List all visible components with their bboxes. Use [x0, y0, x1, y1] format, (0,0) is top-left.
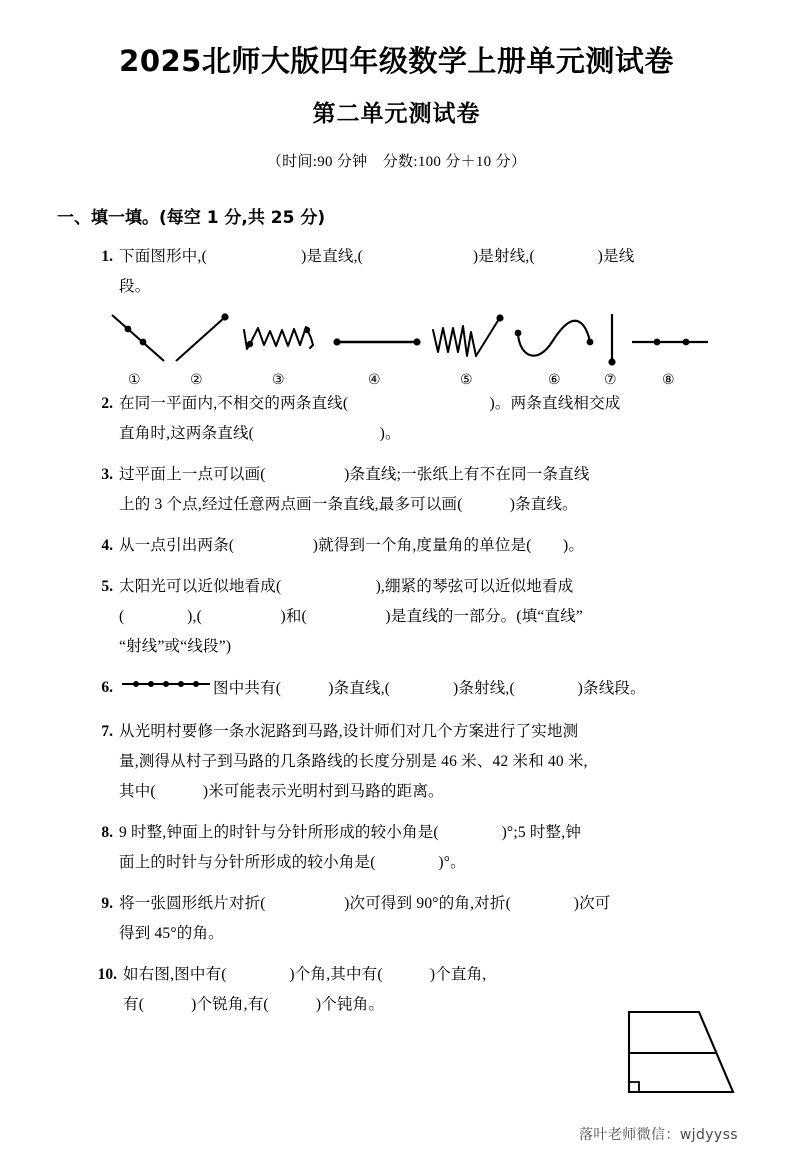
question-number: 2.	[101, 394, 113, 412]
figure-label-4: ④	[368, 371, 381, 388]
figure-label-2: ②	[190, 371, 203, 388]
question-line: 段。	[119, 277, 151, 295]
question-line: 9 时整,钟面上的时针与分针所形成的较小角是( )°;5 时整,钟	[119, 823, 582, 841]
question-line: 如右图,图中有( )个角,其中有( )个直角,	[123, 965, 487, 983]
question-body	[119, 673, 738, 706]
question-number: 9.	[101, 894, 113, 912]
figure-label-8: ⑧	[662, 371, 675, 388]
s-curve-two-points-icon	[512, 312, 600, 368]
question-line-with-figure	[119, 673, 738, 706]
question-line: 从光明村要修一条水泥路到马路,设计师们对几个方案进行了实地测	[119, 722, 579, 740]
question-9	[87, 889, 738, 949]
figure-8-horizontal-line	[630, 330, 710, 359]
page-title: 2025北师大版四年级数学上册单元测试卷	[119, 44, 674, 78]
horizontal-line-two-points-icon	[630, 330, 710, 354]
figure-label-5: ⑤	[460, 371, 473, 388]
question-line: 从一点引出两条( )就得到一个角,度量角的单位是( )。	[119, 536, 585, 554]
wavy-curve-two-points-icon	[240, 318, 326, 358]
figure-5-zigzag-ray	[430, 312, 510, 369]
zigzag-ray-icon	[430, 312, 510, 364]
figure-3-wavy-curve	[240, 318, 326, 363]
question-body	[119, 531, 738, 561]
exam-meta: （时间:90 分钟 分数:100 分＋10 分）	[266, 153, 527, 170]
question-body	[119, 717, 738, 807]
question-7	[87, 717, 738, 807]
right-trapezoid-with-midline-icon	[621, 1006, 741, 1098]
figure-1-straight-line	[110, 312, 170, 369]
segment-two-endpoints-icon	[332, 330, 424, 354]
question-3	[87, 460, 738, 520]
question-list	[55, 242, 738, 1020]
question-body	[119, 242, 738, 302]
question-number: 3.	[101, 465, 113, 483]
watermark-text: 落叶老师微信：wjdyyss	[579, 1127, 738, 1143]
question-8	[87, 818, 738, 878]
test-paper-page	[0, 44, 793, 1166]
line-with-five-points-icon	[120, 676, 212, 692]
question-1	[87, 242, 738, 302]
figure-label-3: ③	[272, 371, 285, 388]
figure-row-question-1	[110, 313, 700, 388]
ray-up-right-icon	[172, 312, 232, 364]
question-line: 直角时,这两条直线( )。	[119, 424, 401, 442]
question-line: 有( )个锐角,有( )个钝角。	[123, 995, 385, 1013]
figure-question-10-trapezoid	[621, 1006, 741, 1103]
question-6	[87, 673, 738, 706]
question-number: 5.	[101, 577, 113, 595]
section-heading-fill-in: 一、填一填。(每空 1 分,共 25 分)	[57, 207, 326, 228]
question-line: 下面图形中,( )是直线,( )是射线,( )是线	[119, 247, 635, 265]
question-body	[119, 460, 738, 520]
figure-label-7: ⑦	[604, 371, 617, 388]
question-line-text: 图中共有( )条直线,( )条射线,( )条线段。	[213, 679, 646, 697]
figure-7-vertical-ray	[600, 312, 624, 373]
inline-figure-line-with-five-points	[120, 673, 212, 703]
question-number: 7.	[101, 722, 113, 740]
question-body	[119, 572, 738, 662]
question-line: 得到 45°的角。	[119, 924, 224, 942]
vertical-ray-icon	[600, 312, 624, 368]
figure-label-1: ①	[128, 371, 141, 388]
page-subtitle: 第二单元测试卷	[312, 100, 481, 127]
question-body	[119, 818, 738, 878]
question-number: 10.	[97, 965, 117, 983]
figure-2-ray	[172, 312, 232, 369]
question-line: 在同一平面内,不相交的两条直线( )。两条直线相交成	[119, 394, 621, 412]
question-line: 上的 3 个点,经过任意两点画一条直线,最多可以画( )条直线。	[119, 495, 578, 513]
question-2	[87, 389, 738, 449]
question-line: 将一张圆形纸片对折( )次可得到 90°的角,对折( )次可	[119, 894, 611, 912]
question-5	[87, 572, 738, 662]
question-number: 6.	[101, 678, 113, 696]
question-4	[87, 531, 738, 561]
question-number: 8.	[101, 823, 113, 841]
question-line: 过平面上一点可以画( )条直线;一张纸上有不在同一条直线	[119, 465, 590, 483]
question-line: 量,测得从村子到马路的几条路线的长度分别是 46 米、42 米和 40 米,	[119, 752, 588, 770]
figure-4-segment	[332, 330, 424, 359]
question-number: 4.	[101, 536, 113, 554]
straight-line-two-points-icon	[110, 312, 170, 364]
question-line: “射线”或“线段”)	[119, 637, 232, 655]
question-line: 面上的时针与分针所形成的较小角是( )°。	[119, 853, 466, 871]
figure-label-6: ⑥	[548, 371, 561, 388]
question-line: 其中( )米可能表示光明村到马路的距离。	[119, 782, 444, 800]
question-body	[119, 889, 738, 949]
question-line: 太阳光可以近似地看成( ),绷紧的琴弦可以近似地看成	[119, 577, 574, 595]
figure-6-s-curve	[512, 312, 600, 373]
question-body	[119, 389, 738, 449]
question-number: 1.	[101, 247, 113, 265]
question-line: ( ),( )和( )是直线的一部分。(填“直线”	[119, 607, 583, 625]
